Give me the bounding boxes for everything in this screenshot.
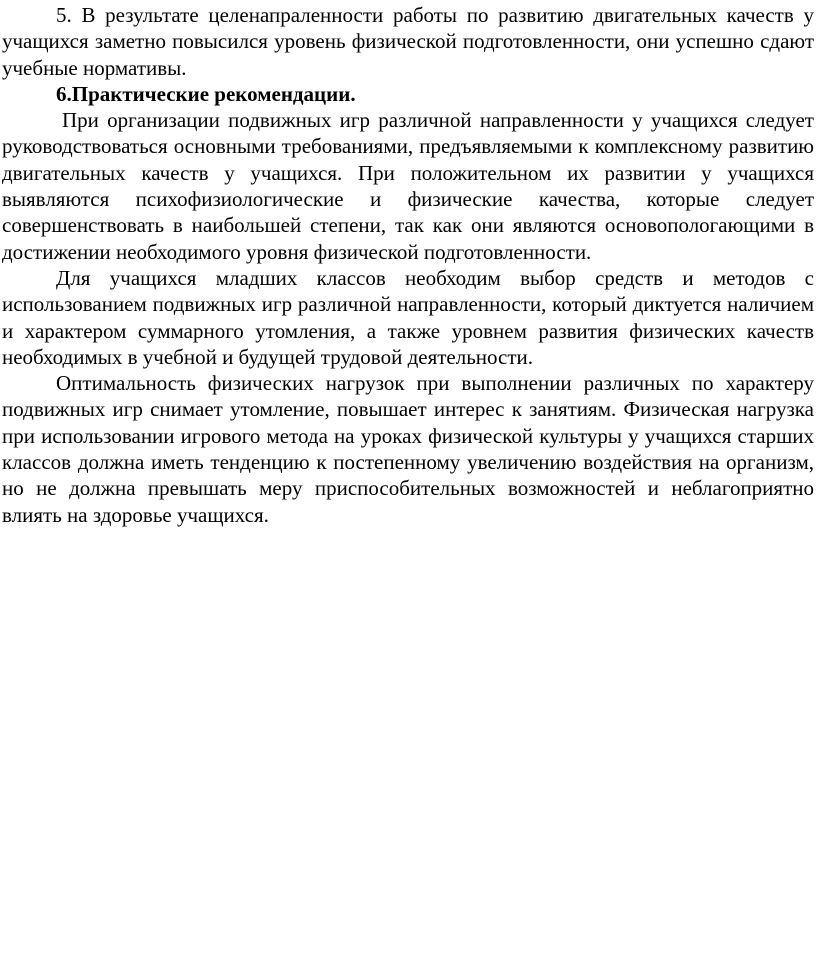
section-heading-practical-recommendations: 6.Практические рекомендации. [56,81,356,106]
paragraph-conclusion-5: 5. В результате целенапраленности работы по развитию двигательных качеств у учащихся заметно повысился уровень физической подготовленности, они успешно сдают учебные нормативы. [2,3,814,80]
paragraph-recommendation-2: Для учащихся младших классов необходим выбор средств и методов с использованием подвижных игр различной направленности, который диктуется наличием и характером суммарного утомления, а также уровнем развития физических качеств необходимых в учебной и будущей трудовой деятельности. [2,265,814,369]
paragraph-recommendation-3: Оптимальность физических нагрузок при выполнении различных по характеру подвижных игр снимает утомление, повышает интерес к занятиям. Физическая нагрузка при использовании игрового метода на уроках физической культуры у учащихся старших классов должна иметь тенденцию к постепенному увеличению воздействия на организм, но не должна превышать меру приспособительных возможностей и неблагоприятно влиять на здоровье учащихся. [2,371,814,527]
paragraph-recommendation-1: При организации подвижных игр различной направленности у учащихся следует руководствоваться основными требованиями, предъявляемыми к комплексному развитию двигательных качеств у учащихся. При положительном их развитии у учащихся выявляются психофизиологические и физические качества, которые следует совершенствовать в наибольшей степени, так как они являются основопологающими в достижении необходимого уровня физической подготовленности. [2,108,814,264]
